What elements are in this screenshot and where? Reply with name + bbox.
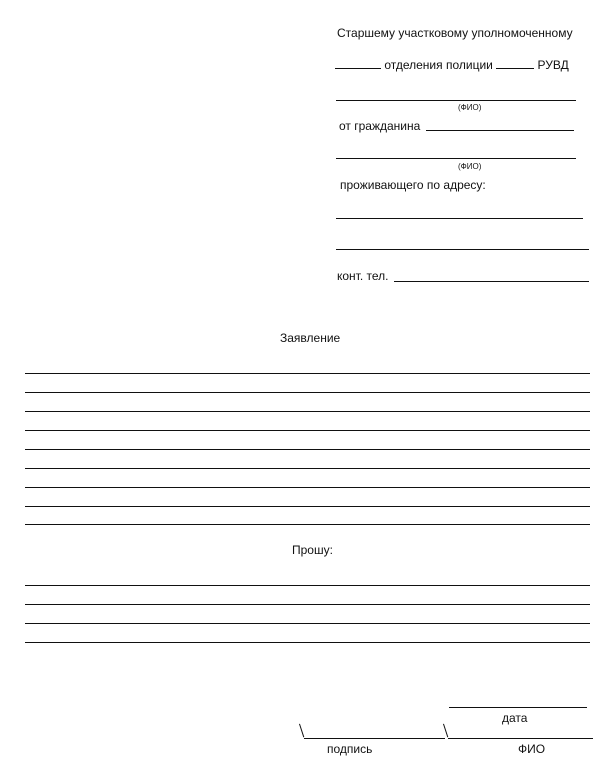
addressee-fio-line[interactable] <box>336 100 576 101</box>
request-line[interactable] <box>25 642 590 643</box>
fio-line[interactable] <box>448 738 593 739</box>
request-label: Прошу: <box>292 543 333 557</box>
rvd-number-blank[interactable] <box>496 57 534 69</box>
citizen-fio-hint: (ФИО) <box>458 162 482 171</box>
statement-line[interactable] <box>25 430 590 431</box>
addressee-fio-hint: (ФИО) <box>458 103 482 112</box>
date-label: дата <box>502 711 528 725</box>
fio-line-tick <box>443 724 448 738</box>
request-line[interactable] <box>25 604 590 605</box>
statement-line[interactable] <box>25 411 590 412</box>
department-label: отделения полиции <box>384 58 493 72</box>
rvd-label: РУВД <box>537 58 569 72</box>
statement-line[interactable] <box>25 392 590 393</box>
request-line[interactable] <box>25 585 590 586</box>
fio-label: ФИО <box>518 742 546 756</box>
statement-line[interactable] <box>25 468 590 469</box>
from-citizen-line[interactable] <box>426 130 574 131</box>
residing-label: проживающего по адресу: <box>340 178 486 192</box>
department-number-blank[interactable] <box>335 57 381 69</box>
from-citizen-label: от гражданина <box>339 119 421 133</box>
signature-label: подпись <box>327 742 373 756</box>
citizen-fio-line[interactable] <box>336 158 576 159</box>
statement-line[interactable] <box>25 506 590 507</box>
statement-title: Заявление <box>280 331 341 345</box>
phone-line[interactable] <box>394 281 589 282</box>
phone-label: конт. тел. <box>337 269 389 283</box>
statement-line[interactable] <box>25 449 590 450</box>
request-line[interactable] <box>25 623 590 624</box>
date-line[interactable] <box>449 707 587 708</box>
address-line-2[interactable] <box>336 249 589 250</box>
signature-line[interactable] <box>304 738 445 739</box>
address-line-1[interactable] <box>336 218 583 219</box>
signature-line-tick <box>299 724 304 738</box>
statement-line[interactable] <box>25 373 590 374</box>
department-row <box>335 57 569 72</box>
addressee-text: Старшему участковому уполномоченному <box>337 26 573 40</box>
statement-line[interactable] <box>25 524 590 525</box>
statement-line[interactable] <box>25 487 590 488</box>
